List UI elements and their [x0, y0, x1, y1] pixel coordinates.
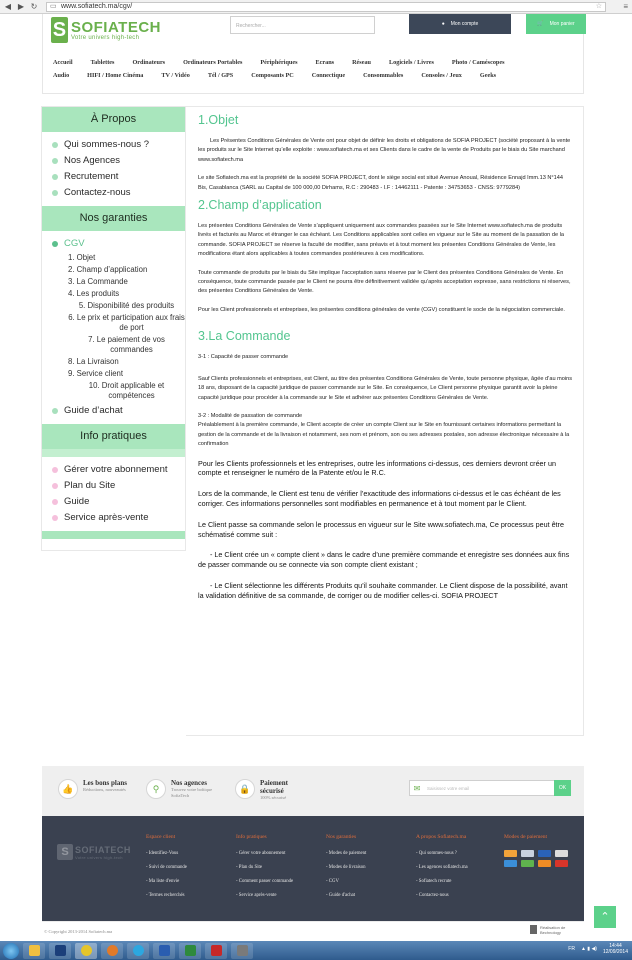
- paragraph: Lors de la commande, le Client est tenu de vérifier l’exactitude des informations ci-dessus et le cas échéant de les corriger. Ces informations personnelles sont modifiables en permanence et à tout moment par le Client.: [198, 489, 561, 508]
- cgv-subitem[interactable]: 7. Le paiement de vos commandes: [88, 335, 165, 354]
- media-icon: [237, 945, 248, 956]
- agency-logo-icon: [530, 925, 537, 934]
- cart-icon: 🛒: [537, 21, 544, 27]
- paragraph: Les Présentes Conditions Générales de Vente ont pour objet de définir les droits et obligations de SOFIA PROJECT (société proposant à la vente les produits sur le Site Internet qu’elle exploite : www.sofiatech.ma et ses Clients dans le cadre de la vente de Produits par le biais du Site marchand www.sofiatech.ma: [198, 138, 571, 163]
- footer-link[interactable]: - Guide d'achat: [326, 893, 356, 898]
- subsection-title: 3-1 : Capacité de passer commande: [198, 354, 289, 361]
- sidebar-item-cgv[interactable]: [52, 236, 185, 252]
- taskbar-app-media[interactable]: [231, 943, 253, 959]
- browser-menu-icon[interactable]: ≡: [623, 2, 628, 11]
- bullet-icon: [52, 174, 58, 180]
- cgv-subitem[interactable]: 1. Objet: [68, 253, 96, 262]
- cgv-subitem[interactable]: 2. Champ d’application: [68, 265, 148, 274]
- logo-name: SOFIATECH: [70, 18, 161, 36]
- site-header: [42, 14, 584, 94]
- footer-link[interactable]: - Les agences sofiatech.ma: [416, 865, 468, 870]
- category-link[interactable]: Réseau: [352, 59, 371, 66]
- footer-link[interactable]: - Sofiatech recrute: [416, 879, 452, 884]
- category-link[interactable]: Tablettes: [90, 59, 115, 66]
- clock-date: 12/09/2014: [602, 949, 628, 955]
- sidebar-item-label: CGV: [64, 238, 85, 249]
- sidebar-apropos-title: À Propos: [42, 107, 185, 132]
- footer-logo-name: SOFIATECH: [75, 844, 131, 855]
- paragraph: Sauf Clients professionnels et entreprises, est Client, au titre des présentes Conditions Générales de Vente, toute personne physique, âgée d’au moins 18 ans, disposant de la capacité juridique de passer commande sur le Site. En conséquence, Le Client personne physique garantit avoir la pleine capacité juridique pour procéder à la commande sur le Site et adhérer aux présentes Conditions Générales de Vente.: [198, 375, 573, 401]
- bullet-icon: [52, 158, 58, 164]
- footer-link[interactable]: - Plan du Site: [236, 865, 262, 870]
- subsection-title: 3-2 : Modalité de passation de commande: [198, 412, 303, 419]
- footer-column-title: Info pratiques: [236, 834, 267, 840]
- clock[interactable]: [603, 943, 628, 955]
- footer-column-title: Modes de paiement: [504, 834, 548, 840]
- footer-link[interactable]: - Modes de livraison: [326, 865, 366, 870]
- category-nav: [43, 56, 583, 82]
- filezilla-icon: [211, 945, 222, 956]
- bullet-icon: [52, 483, 58, 489]
- logo-tagline: Votre univers high-tech: [70, 34, 140, 41]
- paragraph: Le Client passe sa commande selon le processus en vigueur sur le Site www.sofiatech.ma, Ce processus peut être schématisé comme suit :: [198, 519, 564, 539]
- logo-mark-icon: S: [52, 19, 67, 41]
- sidebar: [41, 106, 186, 551]
- bullet-icon: [52, 499, 58, 505]
- footer-link[interactable]: - CGV: [326, 879, 339, 884]
- footer-links: [42, 816, 584, 921]
- skype-icon: [133, 945, 144, 956]
- category-link[interactable]: Périphériques: [260, 59, 298, 66]
- sidebar-item-info[interactable]: [52, 494, 185, 510]
- made-by[interactable]: [530, 925, 586, 935]
- start-button[interactable]: [3, 943, 19, 959]
- section-title: 2.Champ d’application: [198, 198, 322, 213]
- feature-title: Paiement sécurisé: [260, 779, 288, 795]
- payment-logo-icon: [521, 860, 534, 867]
- category-link[interactable]: Tél / GPS: [207, 72, 234, 79]
- apropos-list: [42, 132, 185, 206]
- url-text: www.sofiatech.ma/cgv/: [61, 3, 133, 10]
- newsletter-ok-button[interactable]: OK: [554, 780, 571, 796]
- taskbar-app-word[interactable]: [153, 943, 175, 959]
- payment-logo-icon: [504, 860, 517, 867]
- category-link[interactable]: TV / Vidéo: [161, 72, 190, 79]
- sidebar-info-title: Info pratiques: [42, 424, 185, 449]
- sidebar-item-apropos[interactable]: [52, 185, 185, 201]
- paragraph: Préalablement à la première commande, le Client accepte de créer un compte Client sur le Site en fournissant certaines informations permettant la gestion de la commande et de la livraison et notamment, ses nom et prénom, son ou ses adresses postales, son adresse électronique nécessaire à la confirmation: [198, 422, 570, 448]
- footer-link[interactable]: - Contactez-nous: [416, 893, 449, 898]
- footer-link[interactable]: - Identifiez-Vous: [146, 851, 179, 856]
- sidebar-item-label: Qui sommes-nous ?: [64, 139, 150, 150]
- sidebar-item-label: Plan du Site: [64, 480, 116, 491]
- category-link[interactable]: Connectique: [311, 72, 346, 79]
- footer-link[interactable]: - Suivi de commande: [146, 865, 187, 870]
- footer-link[interactable]: - Gérer votre abonnement: [236, 851, 286, 856]
- logo-mark-icon: S: [57, 844, 73, 860]
- category-link[interactable]: Ordinateurs Portables: [183, 59, 243, 66]
- lock-icon: 🔒: [235, 779, 255, 799]
- footer-link[interactable]: - Service après-vente: [236, 893, 277, 898]
- feature-bons-plans[interactable]: [58, 779, 127, 799]
- envelope-icon: ✉: [413, 783, 421, 793]
- thumbs-up-icon: 👍: [58, 779, 78, 799]
- account-button[interactable]: [409, 14, 511, 34]
- category-link[interactable]: Consoles / Jeux: [421, 72, 462, 79]
- cgv-subitem[interactable]: 6. Le prix et participation aux frais de port: [68, 313, 185, 332]
- address-bar[interactable]: [46, 2, 606, 12]
- footer-link[interactable]: - Ma liste d'envie: [146, 879, 180, 884]
- feature-title: Les bons plans: [83, 779, 127, 787]
- footer-column: [146, 834, 187, 906]
- category-link[interactable]: Photo / Caméscopes: [451, 59, 505, 66]
- chrome-icon: [81, 945, 92, 956]
- payment-logo-icon: [555, 850, 568, 857]
- category-link[interactable]: Ecrans: [315, 59, 335, 66]
- sidebar-item-apropos[interactable]: [52, 137, 185, 153]
- section-title: 1.Objet: [198, 113, 239, 127]
- category-link[interactable]: Ordinateurs: [132, 59, 166, 66]
- sidebar-item-info[interactable]: [52, 478, 185, 494]
- footer-link[interactable]: - Qui sommes-nous ?: [416, 851, 457, 856]
- taskbar-app-filezilla[interactable]: [205, 943, 227, 959]
- taskbar-app-explorer[interactable]: [23, 943, 45, 959]
- sidebar-item-info[interactable]: [52, 462, 185, 478]
- page-icon: ▭: [50, 3, 57, 10]
- taskbar-app-skype[interactable]: [127, 943, 149, 959]
- info-list: [42, 457, 185, 531]
- clock-time: 14:44: [609, 943, 622, 949]
- cgv-subitem[interactable]: 3. La Commande: [68, 277, 128, 286]
- taskbar-app-chrome[interactable]: [75, 943, 97, 959]
- footer-column: [326, 834, 366, 906]
- sidebar-item-label: Guide: [64, 496, 90, 507]
- browser-toolbar: [0, 0, 632, 14]
- bullet-icon: [52, 190, 58, 196]
- feature-subtitle: Trouvez votre boîtique SofiaTech: [171, 787, 213, 798]
- sidebar-item-label: Service après-vente: [64, 512, 149, 523]
- cart-label: Mon panier: [549, 21, 575, 27]
- bullet-icon: [52, 467, 58, 473]
- feature-title: Nos agences: [171, 779, 207, 787]
- category-link[interactable]: Accueil: [53, 59, 73, 66]
- tray-icons[interactable]: ▲ ▮ ◀): [580, 946, 597, 952]
- payment-logo-icon: [555, 860, 568, 867]
- feature-subtitle: 100% sécurisé: [260, 795, 287, 800]
- account-label: Mon compte: [450, 21, 479, 27]
- cart-button[interactable]: [526, 14, 586, 34]
- sidebar-item-info[interactable]: [52, 510, 185, 526]
- made-by-text: Réalisation de Bechnology: [540, 925, 566, 935]
- sidebar-item-label: Contactez-nous: [64, 187, 131, 198]
- category-link[interactable]: Geeks: [479, 72, 497, 79]
- footer-column-title: Espace client: [146, 834, 176, 840]
- cgv-subitem[interactable]: 8. La Livraison: [68, 357, 119, 366]
- sidebar-item-apropos[interactable]: [52, 153, 185, 169]
- folder-icon: [29, 945, 40, 956]
- category-link[interactable]: Composants PC: [251, 72, 294, 79]
- paragraph: Pour les Client professionnels et entreprises, les présentes conditions générales de vente (CGV) constituent le socle de la négociation commerciale.: [198, 306, 565, 313]
- footer-column: [236, 834, 293, 906]
- feature-subtitle: Réductions, nouveautés: [83, 787, 126, 792]
- chevron-up-icon: ⌃: [600, 911, 610, 923]
- guide-list: [42, 403, 185, 424]
- sidebar-item-apropos[interactable]: [52, 169, 185, 185]
- paragraph: Les présentes Conditions Générales de Vente s’appliquent uniquement aux commandes passées sur le Site Internet www.sofiatech.ma de produits livrés et facturés au Maroc et étranger le cas échéant. Les Conditions applicables sont celles en vigueur sur le Site au moment de la passation de la commande. SOFIA PROJECT se réserve la faculté de modifier, sans préavis et à tout moment les présentes Conditions Générales de Vente, les modifications étant alors applicables à toutes commandes postérieures à ces modifications.: [198, 223, 564, 258]
- category-link[interactable]: Logiciels / Livres: [389, 59, 434, 66]
- paragraph: Le site Sofiatech.ma est la propriété de la société SOFIA PROJECT, dont le siège social est situé Avenue Anoual, Résidence Ennajd Imm.13 N°144 Bis, Casablanca (SARL au Capital de 100 000,00 Dirhams, R.C : 290483 - I.F : 14462111 - Patente : 34753653 - CNSS: 9779284): [198, 175, 563, 191]
- footer-link[interactable]: - Modes de paiement: [326, 851, 367, 856]
- footer-column-title: A propos Sofiatech.ma: [416, 834, 467, 840]
- cgv-subitem[interactable]: 5. Disponibilité des produits: [78, 301, 175, 310]
- payment-logo-icon: [538, 860, 551, 867]
- footer-logo-tagline: Votre univers high-tech: [75, 854, 123, 860]
- footer-logo: [57, 844, 131, 860]
- footer-payments: [504, 834, 584, 867]
- footer-column: [416, 834, 468, 906]
- sidebar-item-label: Nos Agences: [64, 155, 120, 166]
- system-tray: [568, 943, 628, 955]
- footer-link[interactable]: - Comment passer commande: [236, 879, 294, 884]
- cgv-subitem[interactable]: 4. Les produits: [68, 289, 120, 298]
- footer-column-title: Nos garanties: [326, 834, 357, 840]
- paragraph: - Le Client sélectionne les différents Produits qu’il souhaite commander. Le Client dispose de la possibilité, avant la validation définitive de sa commande, de corriger ou de modifier celles-ci. SOFIA PROJECT: [198, 580, 568, 600]
- copyright: © Copyright 2013-2014 Sofiatech.ma: [44, 929, 113, 934]
- bullet-icon: [52, 408, 58, 414]
- cgv-submenu: [42, 253, 185, 401]
- logo[interactable]: [51, 16, 161, 44]
- bookmark-star-icon[interactable]: ☆: [595, 3, 602, 10]
- feature-agences[interactable]: [146, 779, 229, 799]
- divider: [42, 531, 185, 539]
- photoshop-icon: [55, 945, 66, 956]
- sidebar-item-label: Gérer votre abonnement: [64, 464, 168, 475]
- divider: [42, 449, 185, 457]
- language-indicator[interactable]: FR: [568, 946, 575, 952]
- forward-icon[interactable]: ▶: [17, 1, 25, 11]
- user-icon: ●: [441, 21, 445, 27]
- feature-paiement[interactable]: [235, 779, 300, 801]
- excel-icon: [185, 945, 196, 956]
- footer-bottom: [42, 921, 584, 941]
- sidebar-item-label: Recrutement: [64, 171, 119, 182]
- category-row-2: [43, 69, 583, 82]
- search-input[interactable]: Rechercher...: [230, 16, 375, 34]
- newsletter-placeholder: Saisissez votre email: [427, 785, 470, 791]
- paragraph: Pour les Clients professionnels et les entreprises, outre les informations ci-dessus, ces derniers devront créer un compte et renseigner le numéro de la Patente et/ou le R.C.: [198, 458, 556, 478]
- back-icon[interactable]: ◀: [4, 1, 12, 11]
- bullet-icon: [52, 241, 58, 247]
- sidebar-garanties-title: Nos garanties: [42, 206, 185, 231]
- payment-logo-icon: [521, 850, 534, 857]
- sidebar-item-label: Guide d’achat: [64, 405, 123, 416]
- bullet-icon: [52, 142, 58, 148]
- footer-features: [42, 766, 584, 816]
- category-link[interactable]: Consommables: [363, 72, 404, 79]
- taskbar-app-firefox[interactable]: [101, 943, 123, 959]
- payment-logo-icon: [538, 850, 551, 857]
- paragraph: - Le Client crée un « compte client » dans le cadre d’une première commande et enregistre ses données aux fins de passer commande ou se connecte via son compte client existant ;: [198, 550, 570, 570]
- word-icon: [159, 945, 170, 956]
- reload-icon[interactable]: ↻: [30, 1, 38, 11]
- cgv-subitem[interactable]: 9. Service client: [68, 369, 124, 378]
- cgv-content: [186, 106, 584, 736]
- os-taskbar: [0, 941, 632, 960]
- category-link[interactable]: Audio: [53, 72, 70, 79]
- cgv-subitem[interactable]: 10. Droit applicable et compétences: [88, 381, 165, 400]
- newsletter-input[interactable]: [409, 780, 556, 796]
- paragraph: Toute commande de produits par le biais du Site implique l’acceptation sans réserve par le Client des présentes Conditions Générales de Vente. En conséquence, toute commande passée par le Client ne pourra être définitivement validée qu’après acceptation expresse, sans restrictions ni réserves, des présentes Conditions Générales de Vente.: [198, 269, 571, 295]
- taskbar-app-photoshop[interactable]: [49, 943, 71, 959]
- firefox-icon: [107, 945, 118, 956]
- taskbar-app-excel[interactable]: [179, 943, 201, 959]
- category-link[interactable]: HIFI / Home Cinéma: [87, 72, 144, 79]
- map-pin-icon: ⚲: [146, 779, 166, 799]
- category-row-1: [43, 56, 583, 69]
- sidebar-item-guide[interactable]: [52, 403, 185, 419]
- scroll-to-top-button[interactable]: [594, 906, 616, 928]
- section-title: 3.La Commande: [198, 329, 291, 344]
- footer-link[interactable]: - Termes recherchés: [146, 893, 185, 898]
- payment-logo-icon: [504, 850, 517, 857]
- bullet-icon: [52, 515, 58, 521]
